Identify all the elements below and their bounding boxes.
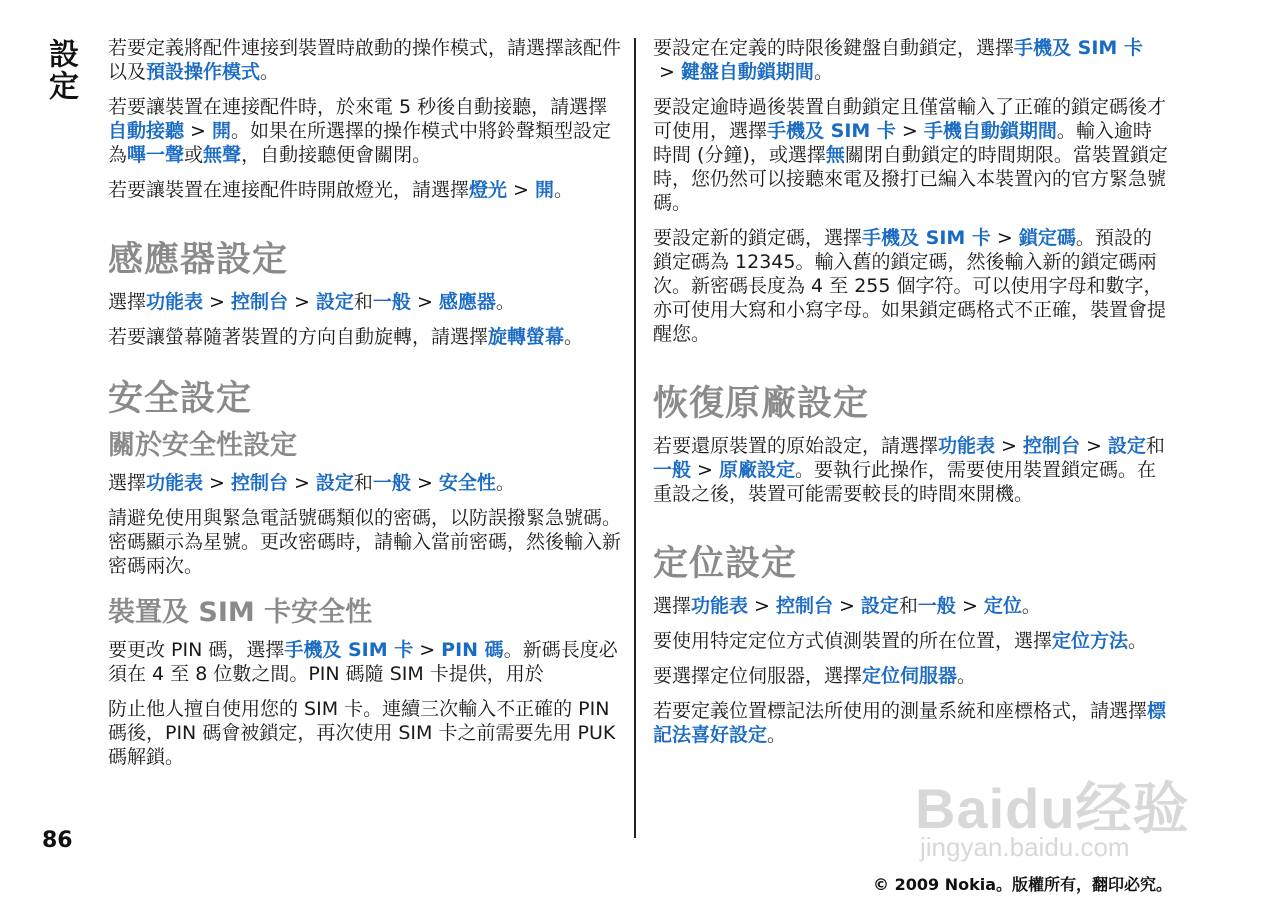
subsection-heading-sim-security: 裝置及 SIM 卡安全性 xyxy=(108,597,373,628)
paragraph: 若要讓螢幕隨著裝置的方向自動旋轉，請選擇旋轉螢幕。 xyxy=(108,326,584,348)
section-heading-security: 安全設定 xyxy=(108,379,253,419)
subsection-heading-about-security: 關於安全性設定 xyxy=(108,430,297,461)
paragraph: 要使用特定定位方式偵測裝置的所在位置，選擇定位方法。 xyxy=(653,630,1148,652)
paragraph: 若要讓裝置在連接配件時，於來電 5 秒後自動接聽，請選擇自動接聽 > 開。如果在所選擇的操作模式中將鈴聲類型設定為嗶一聲或無聲，自動接聽便會關閉。 xyxy=(108,96,611,166)
paragraph: 要更改 PIN 碼，選擇手機及 SIM 卡 > PIN 碼。新碼長度必須在 4 至 8 位數之間。PIN 碼隨 SIM 卡提供，用於 xyxy=(108,639,618,685)
paragraph: 要選擇定位伺服器，選擇定位伺服器。 xyxy=(653,665,977,687)
paragraph: 請避免使用與緊急電話號碼類似的密碼，以防誤撥緊急號碼。密碼顯示為星號。更改密碼時，請輸入當前密碼，然後輸入新密碼兩次。 xyxy=(108,507,622,577)
chapter-tab: 設定 xyxy=(43,38,78,102)
left-column xyxy=(108,36,623,780)
menu-term: 開 xyxy=(534,179,554,201)
paragraph: 若要定義將配件連接到裝置時啟動的操作模式，請選擇該配件以及預設操作模式。 xyxy=(108,37,622,83)
paragraph: 要設定在定義的時限後鍵盤自動鎖定，選擇手機及 SIM 卡> 鍵盤自動鎖期間。 xyxy=(653,37,1143,83)
section-heading-location: 定位設定 xyxy=(653,544,798,584)
menu-term: 鎖定碼 xyxy=(1018,227,1076,249)
menu-term: 手機及 SIM 卡 xyxy=(862,227,991,249)
section-heading-reset: 恢復原廠設定 xyxy=(653,384,870,424)
menu-path: 選擇功能表 > 控制台 > 設定和一般 > 定位。 xyxy=(653,595,1041,617)
copyright-footer: © 2009 Nokia。版權所有，翻印必究。 xyxy=(873,875,1172,894)
watermark-logo: Baidu经验 xyxy=(915,777,1190,840)
menu-term: 手機及 SIM 卡 xyxy=(1014,37,1143,59)
menu-path: 選擇功能表 > 控制台 > 設定和一般 > 安全性。 xyxy=(108,472,515,494)
menu-term: 預設操作模式 xyxy=(146,61,261,83)
paragraph: 要設定逾時過後裝置自動鎖定且僅當輸入了正確的鎖定碼後才可使用，選擇手機及 SIM 卡 > 手機自動鎖期間。輸入逾時時間 (分鐘)，或選擇無關閉自動鎖定的時間期限。當裝置鎖定時，您仍然可以接聽來電及撥打已編入本裝置內的官方緊急號碼。 xyxy=(653,96,1168,214)
menu-term: 開 xyxy=(211,120,231,142)
menu-term: 標記法喜好設定 xyxy=(653,700,1167,746)
menu-term: 自動接聽 xyxy=(108,120,185,142)
menu-term: 鍵盤自動鎖期間 xyxy=(680,61,814,83)
menu-term: 嗶一聲 xyxy=(127,144,185,166)
menu-term: 手機及 SIM 卡 xyxy=(767,120,896,142)
menu-term: 無 xyxy=(825,144,845,166)
paragraph: 要設定新的鎖定碼，選擇手機及 SIM 卡 > 鎖定碼。預設的鎖定碼為 12345。輸入舊的鎖定碼，然後輸入新的鎖定碼兩次。新密碼長度為 4 至 255 個字符。可以使用字母和數字，亦可使用大寫和小寫字母。如果鎖定碼格式不正確，裝置會提醒您。 xyxy=(653,227,1167,345)
menu-term: 無聲 xyxy=(203,144,242,166)
menu-term: 燈光 xyxy=(469,179,508,201)
menu-term: 手機自動鎖期間 xyxy=(923,120,1057,142)
watermark-url: jingyan.baidu.com xyxy=(920,832,1130,862)
menu-term: PIN 碼 xyxy=(441,639,504,661)
section-heading-sensor: 感應器設定 xyxy=(108,240,289,280)
menu-term: 定位方法 xyxy=(1052,630,1129,652)
menu-term: 定位伺服器 xyxy=(862,665,958,687)
page-number: 86 xyxy=(42,828,73,853)
paragraph: 防止他人擅自使用您的 SIM 卡。連續三次輸入不正確的 PIN 碼後，PIN 碼會被鎖定，再次使用 SIM 卡之前需要先用 PUK 碼解鎖。 xyxy=(108,698,616,768)
paragraph: 若要還原裝置的原始設定，請選擇功能表 > 控制台 > 設定和一般 > 原廠設定。要執行此操作，需要使用裝置鎖定碼。在重設之後，裝置可能需要較長的時間來開機。 xyxy=(653,435,1165,505)
column-divider xyxy=(634,38,636,838)
menu-term: 旋轉螢幕 xyxy=(488,326,565,348)
right-column xyxy=(653,36,1168,758)
paragraph: 若要定義位置標記法所使用的測量系統和座標格式，請選擇標記法喜好設定。 xyxy=(653,700,1167,746)
menu-term: 手機及 SIM 卡 xyxy=(284,639,414,661)
menu-path: 選擇功能表 > 控制台 > 設定和一般 > 感應器。 xyxy=(108,291,515,313)
paragraph: 若要讓裝置在連接配件時開啟燈光，請選擇燈光 > 開。 xyxy=(108,179,573,201)
